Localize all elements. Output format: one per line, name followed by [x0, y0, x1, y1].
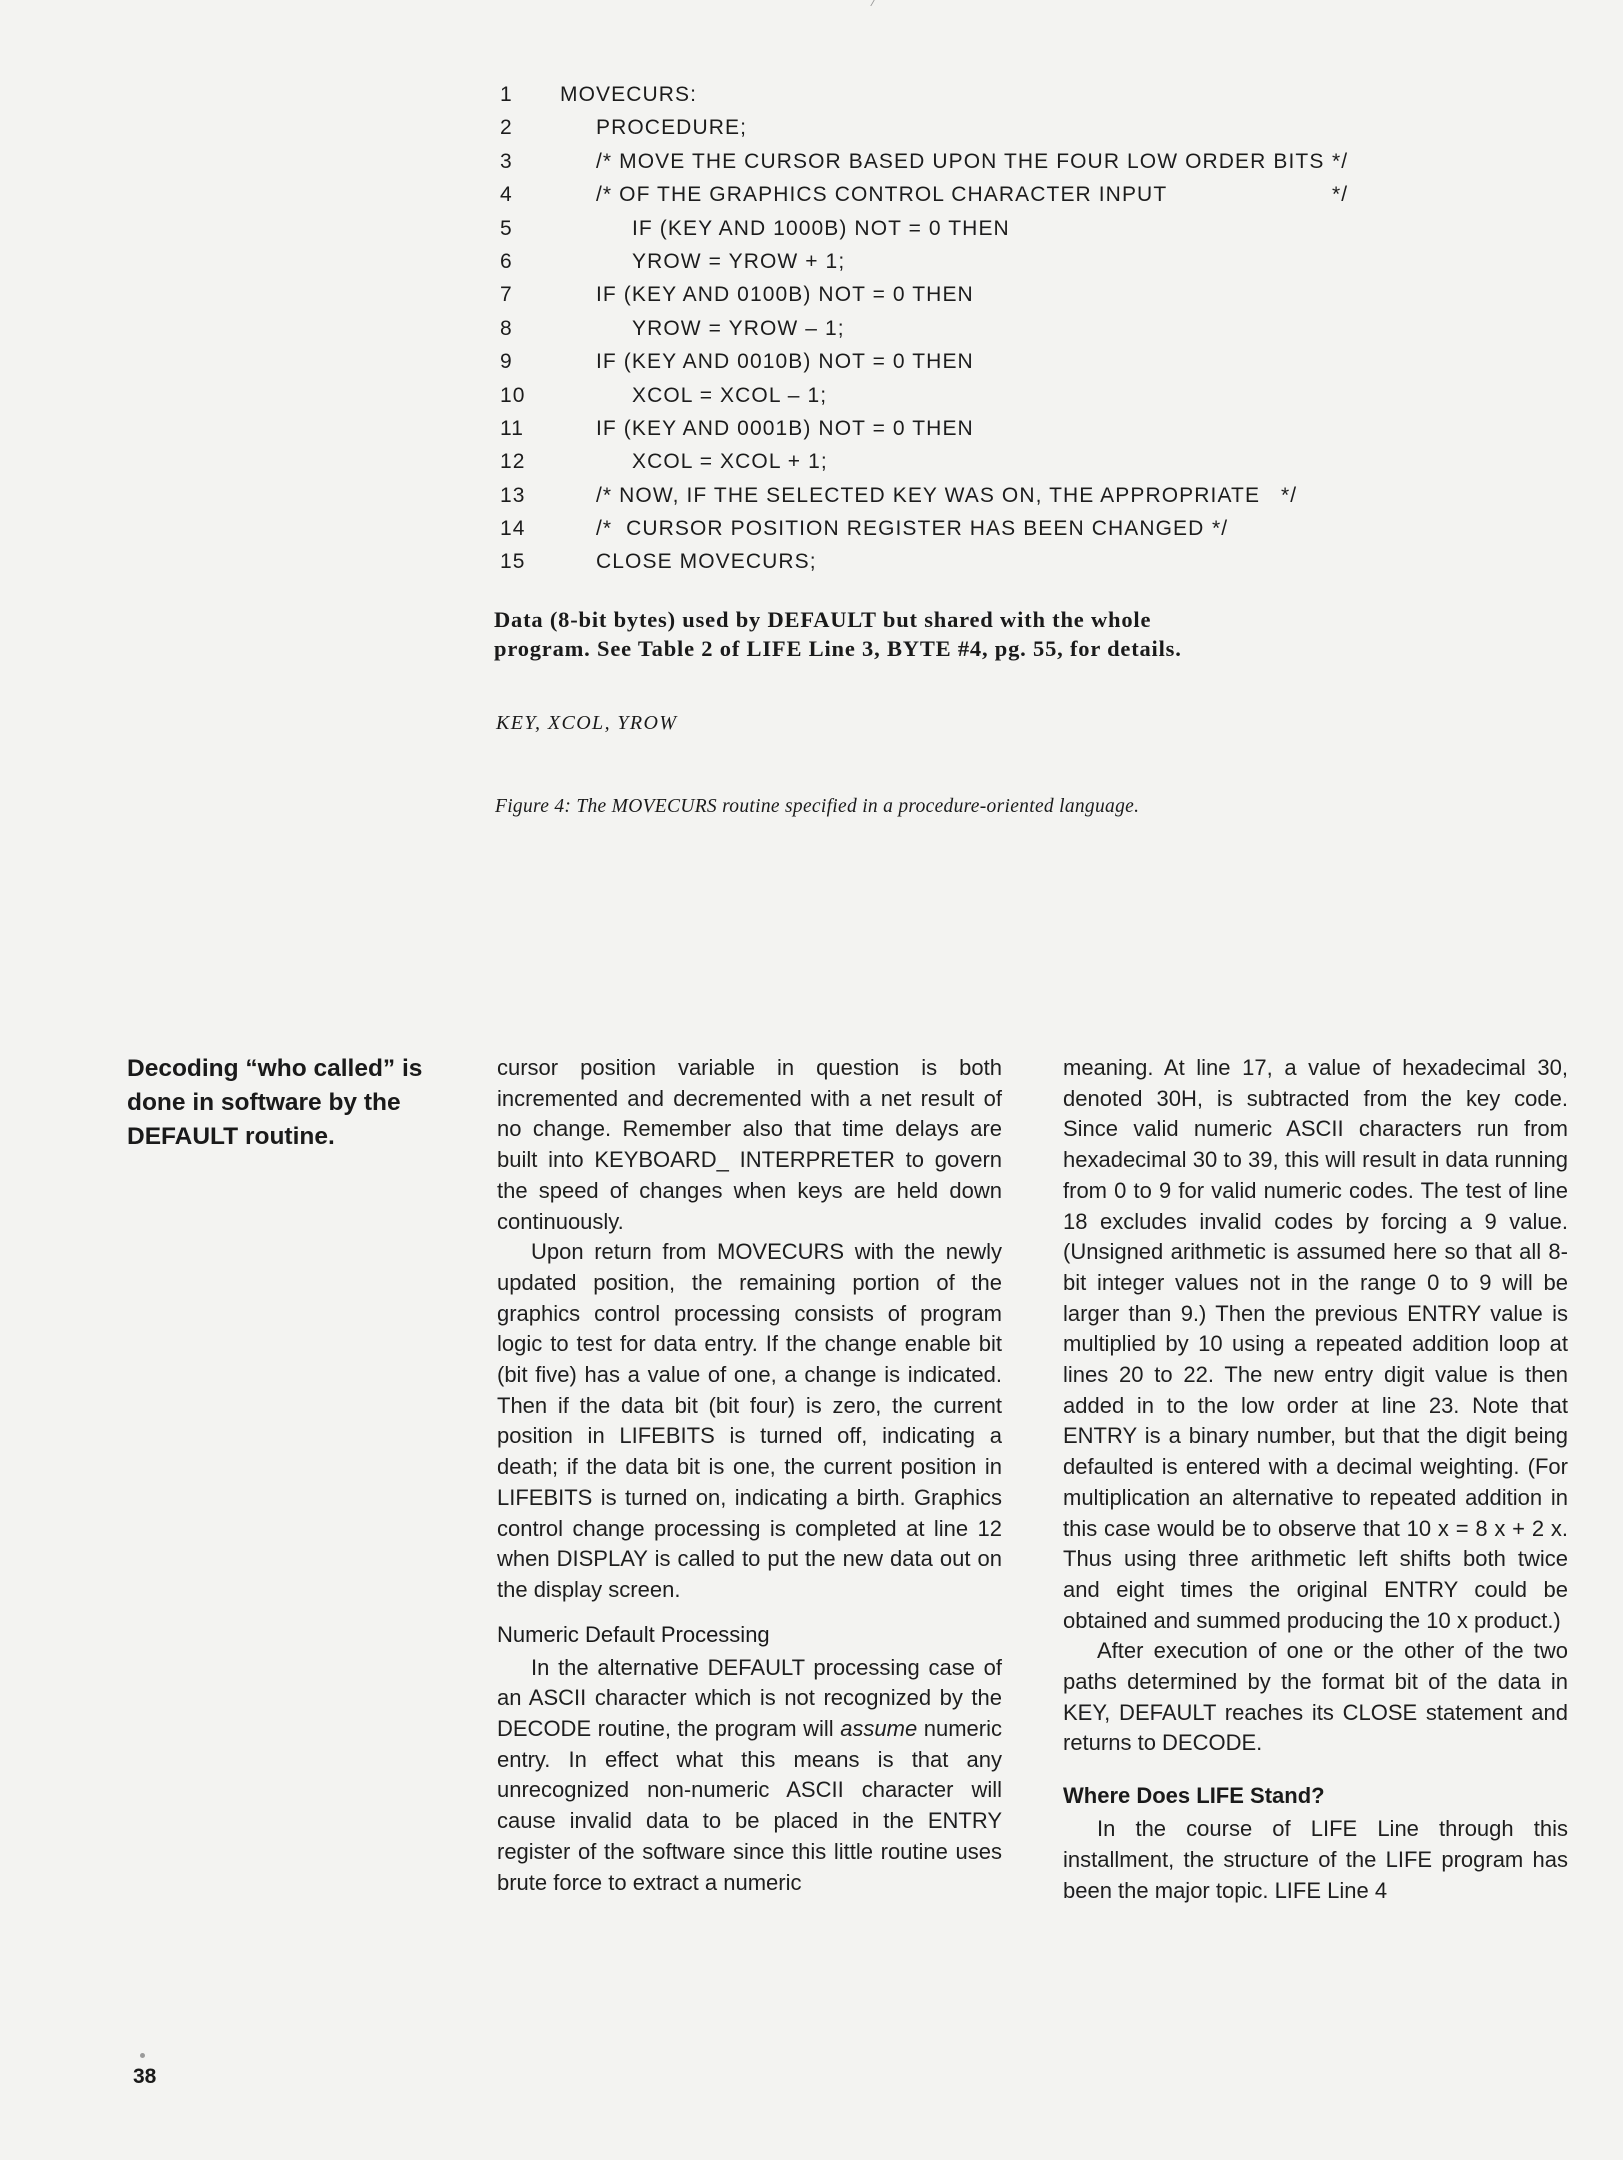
figure-caption: Figure 4: The MOVECURS routine specified in a procedure-oriented language.: [495, 796, 1140, 817]
comment-close: */: [1332, 183, 1349, 207]
code-line: [500, 379, 1400, 412]
code-line: [500, 479, 1400, 512]
section-heading: Numeric Default Processing: [497, 1621, 770, 1647]
text-column-right: [1063, 1053, 1568, 1906]
code-text: /* CURSOR POSITION REGISTER HAS BEEN CHANGED: [596, 517, 1205, 541]
scan-mark: [870, 0, 888, 6]
paragraph: [497, 1653, 1002, 1899]
code-line: [500, 545, 1400, 578]
line-number: 10: [500, 383, 526, 407]
scan-dot: [140, 2053, 145, 2058]
code-listing: [500, 78, 1400, 579]
code-line: [500, 345, 1400, 378]
paragraph: meaning. At line 17, a value of hexadecimal 30, denoted 30H, is subtracted from the key code. Since valid numeric ASCII characters run from hexadecimal 30 to 39, this will result in data running from 0 to 9 for valid numeric codes. The test of line 18 excludes invalid codes by forcing a 9 value. (Unsigned arithmetic is assumed here so that all 8-bit integer values not in the range 0 to 9 will be larger than 9.) Then the previous ENTRY value is multiplied by 10 using a repeated addition loop at lines 20 to 22. The new entry digit value is then added in to the low order at line 23. Note that ENTRY is a binary number, but that the digit being defaulted is entered with a decimal weighting. (For multiplication an alternative to repeated addition in this case would be to observe that 10 x = 8 x + 2 x. Thus using three arithmetic left shifts both twice and eight times the original ENTRY could be obtained and summed producing the 10 x product.): [1063, 1055, 1568, 1633]
code-line: [500, 212, 1400, 245]
line-number: 5: [500, 216, 513, 240]
paragraph: Upon return from MOVECURS with the newly updated position, the remaining portion of the graphics control processing consists of program logic to test for data entry. If the change enable bit (bit five) has a value of one, a change is indicated. Then if the data bit (bit four) is zero, the current position in LIFEBITS is turned off, indicating a death; if the data bit is one, the current position in LIFEBITS is turned on, indicating a birth. Graphics control change processing is completed at line 12 when DISPLAY is called to put the new data out on the display screen.: [497, 1239, 1002, 1602]
comment-close: */: [1281, 483, 1298, 507]
data-variables: KEY, XCOL, YROW: [496, 712, 678, 734]
code-line: [500, 445, 1400, 478]
line-number: 9: [500, 350, 513, 374]
code-text: MOVECURS:: [560, 83, 698, 106]
code-text: IF (KEY AND 0100B) NOT = 0 THEN: [596, 283, 974, 307]
line-number: 14: [500, 517, 526, 541]
code-line: [500, 278, 1400, 311]
line-number: 6: [500, 249, 513, 273]
code-line: [500, 111, 1400, 144]
line-number: 7: [500, 283, 513, 307]
line-number: 3: [500, 149, 513, 173]
line-number: 11: [500, 416, 524, 440]
line-number: 4: [500, 183, 513, 207]
pull-quote: Decoding “who called” is done in software by the DEFAULT routine.: [127, 1055, 423, 1150]
code-line: [500, 245, 1400, 278]
code-line: [500, 145, 1400, 178]
code-line: [500, 412, 1400, 445]
code-text: IF (KEY AND 1000B) NOT = 0 THEN: [632, 216, 1010, 240]
text-column-left: [497, 1053, 1002, 1898]
paragraph: cursor position variable in question is both incremented and decremented with a net result of no change. Remember also that time delays are built into KEYBOARD_ INTERPRETER to govern the speed of changes when keys are held down continuously.: [497, 1055, 1002, 1234]
paragraph-text: numeric entry. In effect what this means is that any unrecognized non-numeric ASCII character will cause invalid data to be placed in the ENTRY register of the software since this little routine uses brute force to extract a numeric: [497, 1716, 1003, 1895]
line-number: 1: [500, 83, 513, 106]
line-number: 13: [500, 483, 526, 507]
paragraph-text: In the alternative DEFAULT processing case of an ASCII character which is not recognized by the DECODE routine, the program will: [497, 1654, 1002, 1742]
code-text: PROCEDURE;: [596, 116, 748, 140]
code-line: [500, 512, 1400, 545]
code-text: /* OF THE GRAPHICS CONTROL CHARACTER INPUT: [596, 183, 1168, 207]
paragraph: In the course of LIFE Line through this installment, the structure of the LIFE program has been the major topic. LIFE Line 4: [1063, 1816, 1568, 1903]
code-text: IF (KEY AND 0010B) NOT = 0 THEN: [596, 350, 974, 374]
code-line: [500, 178, 1400, 211]
data-usage-note: Data (8-bit bytes) used by DEFAULT but shared with the whole program. See Table 2 of LIFE Line 3, BYTE #4, pg. 55, for details.: [494, 607, 1182, 661]
line-number: 8: [500, 316, 513, 340]
page-number: 38: [133, 2065, 157, 2088]
code-text: CLOSE MOVECURS;: [596, 550, 817, 574]
comment-close: */: [1212, 517, 1229, 541]
code-text: /* MOVE THE CURSOR BASED UPON THE FOUR LOW ORDER BITS: [596, 149, 1325, 173]
line-number: 15: [500, 550, 526, 574]
code-text: XCOL = XCOL – 1;: [632, 383, 828, 407]
line-number: 2: [500, 116, 513, 140]
section-heading: Where Does LIFE Stand?: [1063, 1783, 1325, 1809]
code-line: [500, 312, 1400, 345]
code-text: YROW = YROW – 1;: [632, 316, 845, 340]
emphasis: assume: [840, 1716, 918, 1742]
paragraph: After execution of one or the other of the two paths determined by the format bit of the data in KEY, DEFAULT reaches its CLOSE statement and returns to DECODE.: [1063, 1638, 1568, 1756]
code-text: XCOL = XCOL + 1;: [632, 450, 828, 474]
code-text: YROW = YROW + 1;: [632, 249, 846, 273]
code-line: [500, 78, 1400, 111]
code-text: IF (KEY AND 0001B) NOT = 0 THEN: [596, 416, 974, 440]
code-text: /* NOW, IF THE SELECTED KEY WAS ON, THE APPROPRIATE: [596, 483, 1261, 507]
comment-close: */: [1332, 149, 1349, 173]
line-number: 12: [500, 450, 526, 474]
